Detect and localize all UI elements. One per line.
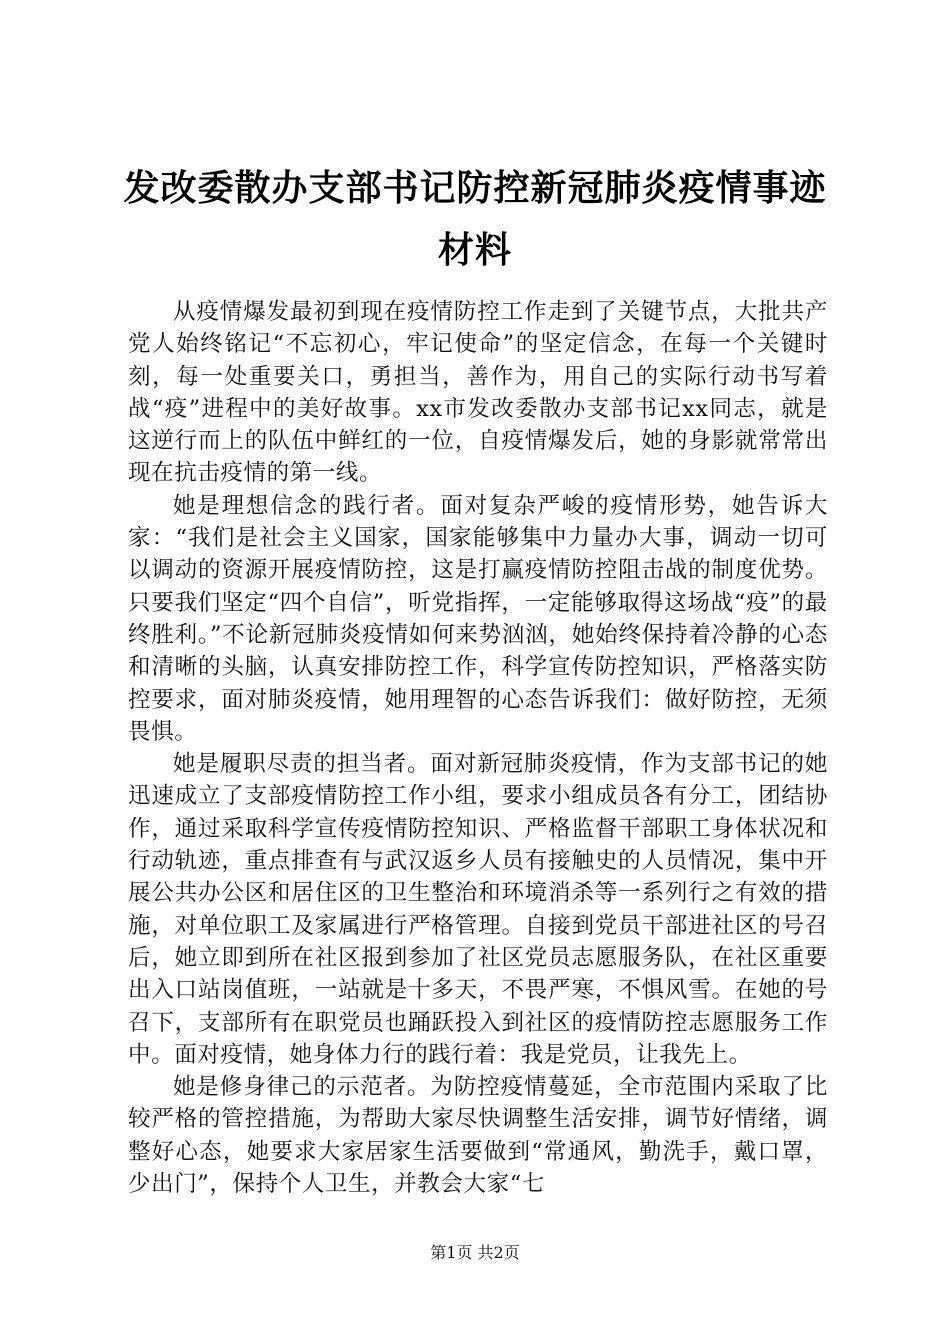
paragraph-intro: 从疫情爆发最初到现在疫情防控工作走到了关键节点，大批共产党人始终铭记“不忘初心，牢记使命”的坚定信念，在每一个关键时刻，每一处重要关口，勇担当，善作为，用自己的实际行动书写着战“疫”进程中的美好故事。xx市发改委散办支部书记xx同志，就是这逆行而上的队伍中鲜红的一位，自疫情爆发后，她的身影就常常出现在抗击疫情的第一线。 [128,299,828,487]
paragraph-example: 她是修身律己的示范者。为防控疫情蔓延，全市范围内采取了比较严格的管控措施，为帮助大家尽快调整生活安排，调节好情绪，调整好心态，她要求大家居家生活要做到“常通风，勤洗手，戴口罩，少出门”，保持个人卫生，并教会大家“七 [128,1074,828,1198]
document-title: 发改委散办支部书记防控新冠肺炎疫情事迹材料 [123,168,827,271]
document-body [128,296,828,1200]
page-footer: 第1页 共2页 [430,1243,520,1262]
paragraph-duty: 她是履职尽责的担当者。面对新冠肺炎疫情，作为支部书记的她迅速成立了支部疫情防控工作小组，要求小组成员各有分工，团结协作，通过采取科学宣传疫情防控知识、严格监督干部职工身体状况和行动轨迹，重点排查有与武汉返乡人员有接触史的人员情况，集中开展公共办公区和居住区的卫生整治和环境消杀等一系列行之有效的措施，对单位职工及家属进行严格管理。自接到党员干部进社区的号召后，她立即到所在社区报到参加了社区党员志愿服务队，在社区重要出入口站岗值班，一站就是十多天，不畏严寒，不惧风雪。在她的号召下，支部所有在职党员也踊跃投入到社区的疫情防控志愿服务工作中。面对疫情，她身体力行的践行着：我是党员，让我先上。 [128,751,828,1068]
paragraph-ideals: 她是理想信念的践行者。面对复杂严峻的疫情形势，她告诉大家：“我们是社会主义国家，国家能够集中力量办大事，调动一切可以调动的资源开展疫情防控，这是打赢疫情防控阻击战的制度优势。只要我们坚定“四个自信”，听党指挥，一定能够取得这场战“疫”的最终胜利。”不论新冠肺炎疫情如何来势汹汹，她始终保持着冷静的心态和清晰的头脑，认真安排防控工作，科学宣传防控知识，严格落实防控要求，面对肺炎疫情，她用理智的心态告诉我们：做好防控，无须畏惧。 [128,492,828,745]
